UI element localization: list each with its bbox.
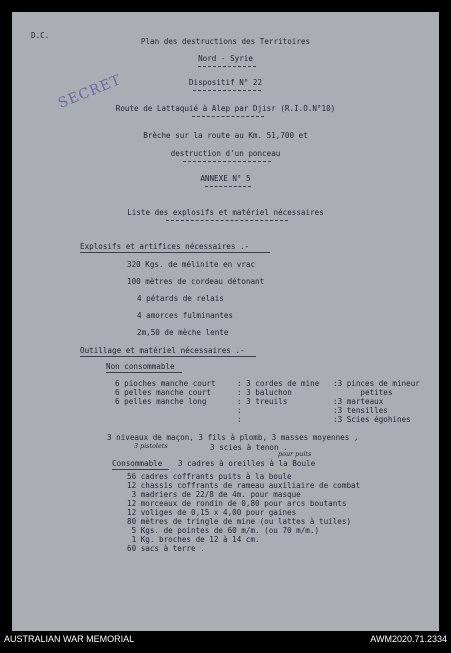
dispositif-underline <box>193 90 261 91</box>
non-consommable-underline <box>106 372 182 373</box>
outil-item: 6 pelles manche long <box>115 397 207 406</box>
document-title: Plan des destructions des Territoires <box>140 37 311 46</box>
consommable-item: 12 voliges de 0,15 x 4,00 pour gaines <box>127 508 297 517</box>
explosifs-heading-underline <box>80 252 270 253</box>
region-underline <box>198 66 256 67</box>
breche-line2: destruction d'un ponceau <box>170 149 281 158</box>
explosif-item: 2m,50 de mèche lente <box>137 328 229 337</box>
outil-item: : 3 treuils <box>237 397 288 406</box>
column-separator: : <box>237 406 242 415</box>
liste-underline <box>166 220 288 221</box>
consommable-item: 56 cadres coffrants puits à la boule <box>127 472 292 481</box>
explosif-item: 4 pétards de relais <box>137 294 224 303</box>
consommable-label: Consommable <box>112 459 163 468</box>
consommable-item: 3 madriers de 22/8 de 4m. pour masque <box>127 490 301 499</box>
consommable-item: 5 Kgs. de pointes de 60 m/m. (ou 70 m/m.) <box>127 526 320 535</box>
consommable-item: 60 sacs à terre . <box>127 544 205 553</box>
outillage-heading-underline <box>80 356 256 357</box>
handwritten-pistolets: 3 pistolets <box>134 442 168 450</box>
outil-item: : 3 baluchon <box>237 388 292 397</box>
footer-reference-number: AWM2020.71.2334 <box>370 634 447 644</box>
consommable-item: 12 chassis coffrants de rameau auxiliaire de combat <box>127 481 361 490</box>
explosif-item: 4 amorces fulminantes <box>137 311 234 320</box>
outil-item: :3 marteaux <box>333 397 384 406</box>
outillage-heading: Outillage et matériel nécessaires .- <box>80 346 245 355</box>
consommable-item: 80 mètres de tringle de mine (ou lattes à tuiles) <box>127 517 352 526</box>
column-separator: : <box>237 415 242 424</box>
route-underline <box>192 116 264 117</box>
corner-mark: D.C. <box>31 31 50 40</box>
outil-item: petites <box>333 388 393 397</box>
region-title: Nord - Syrie <box>198 54 253 63</box>
explosifs-heading: Explosifs et artifices nécessaires .- <box>80 242 250 251</box>
outil-item: :3 tensilles <box>333 406 388 415</box>
outil-item: 6 pioches manche court <box>115 379 216 388</box>
explosif-item: 320 Kgs. de mélinite en vrac <box>127 260 256 269</box>
consommable-item: 1 Kg. broches de 12 à 14 cm. <box>127 535 260 544</box>
breche-underline <box>183 161 271 162</box>
document-page <box>12 12 439 631</box>
outil-item: 6 pelles manche court <box>115 388 212 397</box>
consommable-item: 12 morceaux de rondin de 0,80 pour arcs boutants <box>127 499 347 508</box>
outil-item: : 3 cordes de mine <box>237 379 320 388</box>
dispositif-label: Dispositif N° 22 <box>188 78 263 87</box>
niveaux-line: 3 niveaux de maçon, 3 fils à plomb, 3 masses moyennes , <box>107 433 359 442</box>
outil-item: :3 pinces de mineur <box>333 379 420 388</box>
non-consommable-label: Non consommable <box>106 362 175 371</box>
consommable-text: 3 cadres à oreilles à la Boule <box>178 459 316 468</box>
route-label: Route de Lattaquié à Alep par Djisr (R.I.O.N°10) <box>115 104 336 113</box>
outil-item: :3 Scies égohines <box>333 415 411 424</box>
footer-archive-name: AUSTRALIAN WAR MEMORIAL <box>4 634 135 644</box>
handwritten-pour-puits: pour puits <box>278 450 312 458</box>
liste-label: Liste des explosifs et matériel nécessaires <box>127 208 324 217</box>
secret-stamp: SECRET <box>56 72 124 112</box>
consommable-underline <box>112 469 169 470</box>
annexe-label: ANNEXE N° 5 <box>200 174 251 183</box>
breche-line1: Brèche sur la route au Km. 51,700 et <box>143 131 308 140</box>
explosif-item: 100 mètres de cordeau détonant <box>127 277 265 286</box>
annexe-underline <box>205 186 251 187</box>
niveaux-line: 3 scies à tenon . <box>210 443 288 452</box>
